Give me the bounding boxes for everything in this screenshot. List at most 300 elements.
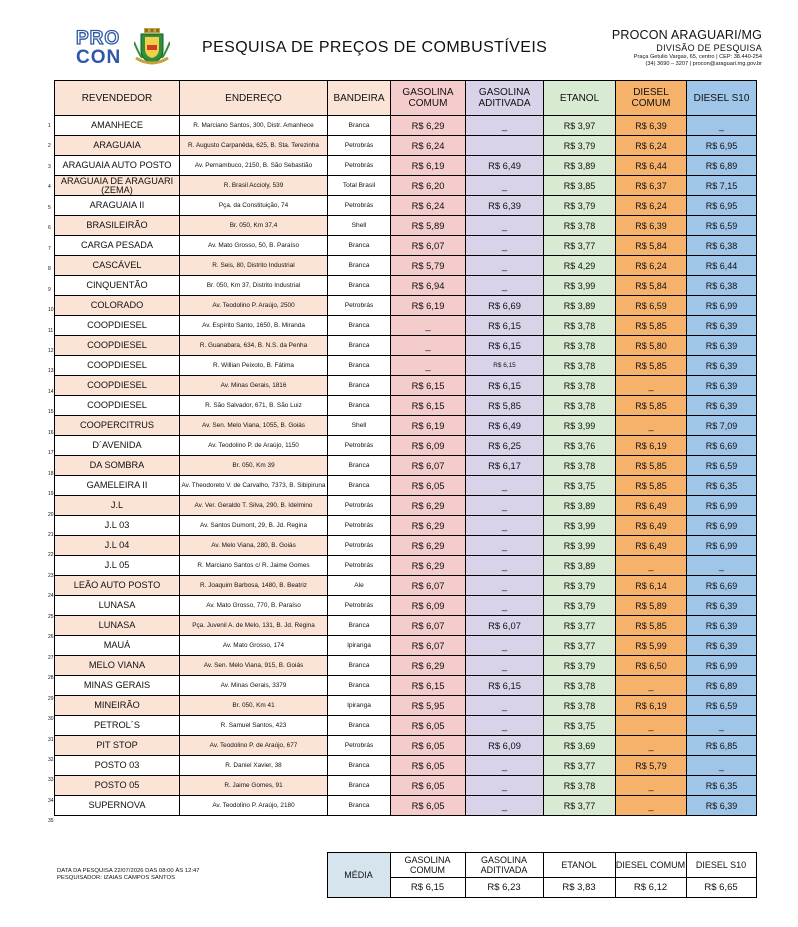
gasolina-comum-cell: R$ 6,07 <box>391 636 466 656</box>
table-row <box>55 516 757 536</box>
revendedor-cell: ARAGUAIA AUTO POSTO <box>55 156 180 176</box>
avg-gasolina-comum: R$ 6,15 <box>390 878 465 898</box>
diesel-comum-cell: R$ 5,79 <box>616 756 687 776</box>
gasolina-comum-cell: R$ 6,19 <box>391 156 466 176</box>
bandeira-cell: Branca <box>328 316 391 336</box>
col-header-etanol: ETANOL <box>544 81 616 116</box>
table-row <box>55 176 757 196</box>
avg-header-gasolina-comum: GASOLINA COMUM <box>390 853 465 878</box>
diesel-s10-cell: R$ 6,35 <box>687 476 757 496</box>
table-row <box>55 296 757 316</box>
col-header-gasolina-comum: GASOLINA COMUM <box>391 81 466 116</box>
gasolina-comum-cell: R$ 6,07 <box>391 616 466 636</box>
table-row <box>55 416 757 436</box>
bandeira-cell: Branca <box>328 476 391 496</box>
etanol-cell: R$ 3,97 <box>544 116 616 136</box>
endereco-cell: Av. Espírito Santo, 1650, B. Miranda <box>180 316 328 336</box>
row-number: 26 <box>48 634 54 641</box>
etanol-cell: R$ 3,77 <box>544 756 616 776</box>
diesel-comum-cell: _ <box>616 556 687 576</box>
diesel-s10-cell: R$ 6,44 <box>687 256 757 276</box>
row-number: 31 <box>48 736 54 743</box>
row-number: 16 <box>48 429 54 436</box>
diesel-comum-cell: R$ 5,85 <box>616 396 687 416</box>
table-row <box>55 156 757 176</box>
survey-info <box>54 853 327 898</box>
gasolina-aditivada-cell: _ <box>466 276 544 296</box>
table-row <box>55 136 757 156</box>
org-address: Praça Getulio Vargas, 65, centro | CEP: 38.440-254 <box>633 54 762 60</box>
gasolina-aditivada-cell: R$ 6,15 <box>466 676 544 696</box>
table-header-row <box>55 81 757 116</box>
page-title: PESQUISA DE PREÇOS DE COMBUSTÍVEIS <box>202 39 548 56</box>
gasolina-aditivada-cell: R$ 6,49 <box>466 416 544 436</box>
etanol-cell: R$ 3,76 <box>544 436 616 456</box>
gasolina-aditivada-cell: R$ 6,15 <box>466 376 544 396</box>
revendedor-cell: SUPERNOVA <box>55 796 180 816</box>
diesel-s10-cell: R$ 6,38 <box>687 276 757 296</box>
etanol-cell: R$ 3,78 <box>544 376 616 396</box>
table-row <box>55 756 757 776</box>
etanol-cell: R$ 3,99 <box>544 416 616 436</box>
gasolina-comum-cell: R$ 6,15 <box>391 676 466 696</box>
gasolina-comum-cell: _ <box>391 336 466 356</box>
col-header-bandeira: BANDEIRA <box>328 81 391 116</box>
row-number: 15 <box>48 409 54 416</box>
bandeira-cell: Branca <box>328 276 391 296</box>
revendedor-cell: LUNASA <box>55 596 180 616</box>
gasolina-aditivada-cell: _ <box>466 636 544 656</box>
gasolina-aditivada-cell: _ <box>466 596 544 616</box>
row-number: 35 <box>48 818 54 825</box>
endereco-cell: Av. Melo Viana, 280, B. Goiás <box>180 536 328 556</box>
diesel-comum-cell: R$ 5,85 <box>616 316 687 336</box>
diesel-s10-cell: R$ 6,39 <box>687 596 757 616</box>
gasolina-comum-cell: R$ 6,05 <box>391 736 466 756</box>
table-row <box>55 476 757 496</box>
revendedor-cell: MAUÁ <box>55 636 180 656</box>
etanol-cell: R$ 3,99 <box>544 276 616 296</box>
diesel-s10-cell: _ <box>687 556 757 576</box>
diesel-s10-cell: R$ 6,89 <box>687 156 757 176</box>
revendedor-cell: COOPDIESEL <box>55 336 180 356</box>
bandeira-cell: Ipiranga <box>328 636 391 656</box>
endereco-cell: Av. Mato Grosso, 770, B. Paraíso <box>180 596 328 616</box>
etanol-cell: R$ 3,75 <box>544 476 616 496</box>
endereco-cell: Br. 050, Km 41 <box>180 696 328 716</box>
gasolina-comum-cell: _ <box>391 316 466 336</box>
gasolina-comum-cell: R$ 6,19 <box>391 296 466 316</box>
gasolina-aditivada-cell: _ <box>466 656 544 676</box>
diesel-comum-cell: _ <box>616 716 687 736</box>
table-row <box>55 796 757 816</box>
bandeira-cell: Branca <box>328 796 391 816</box>
col-header-diesel-s10: DIESEL S10 <box>687 81 757 116</box>
bandeira-cell: Branca <box>328 616 391 636</box>
bandeira-cell: Branca <box>328 756 391 776</box>
diesel-s10-cell: _ <box>687 716 757 736</box>
diesel-comum-cell: _ <box>616 416 687 436</box>
etanol-cell: R$ 3,79 <box>544 196 616 216</box>
diesel-comum-cell: R$ 6,59 <box>616 296 687 316</box>
revendedor-cell: D´AVENIDA <box>55 436 180 456</box>
revendedor-cell: COOPDIESEL <box>55 356 180 376</box>
row-number: 28 <box>48 675 54 682</box>
diesel-s10-cell: R$ 6,99 <box>687 516 757 536</box>
gasolina-comum-cell: R$ 6,29 <box>391 536 466 556</box>
etanol-cell: R$ 3,77 <box>544 236 616 256</box>
row-number: 27 <box>48 654 54 661</box>
endereco-cell: Av. Sen. Melo Viana, 1055, B. Goiás <box>180 416 328 436</box>
gasolina-comum-cell: R$ 6,09 <box>391 436 466 456</box>
gasolina-aditivada-cell: R$ 6,39 <box>466 196 544 216</box>
endereco-cell: Av. Theodoreto V. de Carvalho, 7373, B. Sibipiruna <box>180 476 328 496</box>
revendedor-cell: POSTO 03 <box>55 756 180 776</box>
endereco-cell: Av. Teodolino P. Araújo, 2500 <box>180 296 328 316</box>
diesel-s10-cell: R$ 6,39 <box>687 796 757 816</box>
etanol-cell: R$ 3,78 <box>544 696 616 716</box>
endereco-cell: Av. Sen. Melo Viana, 915, B. Goiás <box>180 656 328 676</box>
row-number: 1 <box>48 123 51 129</box>
bandeira-cell: Branca <box>328 256 391 276</box>
gasolina-comum-cell: R$ 6,29 <box>391 556 466 576</box>
price-table-body <box>55 116 757 816</box>
gasolina-comum-cell: R$ 6,29 <box>391 516 466 536</box>
endereco-cell: Br. 050, Km 37, Distrito Industrial <box>180 276 328 296</box>
revendedor-cell: LUNASA <box>55 616 180 636</box>
bandeira-cell: Petrobrás <box>328 136 391 156</box>
table-row <box>55 336 757 356</box>
etanol-cell: R$ 3,89 <box>544 556 616 576</box>
row-number: 9 <box>48 286 51 293</box>
row-number: 2 <box>48 143 51 150</box>
gasolina-aditivada-cell: R$ 6,15 <box>466 356 544 376</box>
diesel-s10-cell: R$ 6,39 <box>687 356 757 376</box>
row-number: 30 <box>48 716 54 723</box>
endereco-cell: R. Samuel Santos, 423 <box>180 716 328 736</box>
revendedor-cell: J.L <box>55 496 180 516</box>
gasolina-aditivada-cell: _ <box>466 696 544 716</box>
row-number: 34 <box>48 797 54 804</box>
bandeira-cell: Branca <box>328 456 391 476</box>
table-row <box>55 316 757 336</box>
bandeira-cell: Branca <box>328 236 391 256</box>
diesel-comum-cell: R$ 6,39 <box>616 216 687 236</box>
endereco-cell: Av. Santos Dumont, 29, B. Jd. Regina <box>180 516 328 536</box>
row-number: 25 <box>48 613 54 620</box>
row-number: 33 <box>48 777 54 784</box>
endereco-cell: R. Daniel Xavier, 38 <box>180 756 328 776</box>
avg-header-diesel-comum: DIESEL COMUM <box>615 853 686 878</box>
diesel-s10-cell: R$ 6,95 <box>687 196 757 216</box>
row-number: 17 <box>48 450 54 457</box>
table-row <box>55 256 757 276</box>
gasolina-comum-cell: R$ 6,20 <box>391 176 466 196</box>
revendedor-cell: COOPDIESEL <box>55 376 180 396</box>
diesel-comum-cell: R$ 5,99 <box>616 636 687 656</box>
diesel-comum-cell: R$ 6,19 <box>616 436 687 456</box>
bandeira-cell: Branca <box>328 376 391 396</box>
endereco-cell: Av. Mato Grosso, 50, B. Paraíso <box>180 236 328 256</box>
gasolina-aditivada-cell: R$ 5,85 <box>466 396 544 416</box>
etanol-cell: R$ 3,78 <box>544 316 616 336</box>
endereco-cell: R. Augusto Carpanêda, 625, B. Sta. Terezinha <box>180 136 328 156</box>
row-number: 14 <box>48 388 54 395</box>
diesel-comum-cell: R$ 5,85 <box>616 356 687 376</box>
diesel-comum-cell: _ <box>616 376 687 396</box>
diesel-comum-cell: R$ 6,24 <box>616 136 687 156</box>
etanol-cell: R$ 3,79 <box>544 596 616 616</box>
table-row <box>55 676 757 696</box>
row-number: 7 <box>48 245 51 252</box>
bandeira-cell: Petrobrás <box>328 736 391 756</box>
endereco-cell: Av. Minas Gerais, 3379 <box>180 676 328 696</box>
row-number: 12 <box>48 347 54 354</box>
diesel-s10-cell: R$ 6,89 <box>687 676 757 696</box>
endereco-cell: R. Jaime Gomes, 91 <box>180 776 328 796</box>
revendedor-cell: AMANHECE <box>55 116 180 136</box>
org-info <box>612 28 762 67</box>
row-number: 18 <box>48 470 54 477</box>
diesel-comum-cell: R$ 5,85 <box>616 456 687 476</box>
endereco-cell: Av. Ver. Geraldo T. Silva, 290, B. Idelmino <box>180 496 328 516</box>
revendedor-cell: DA SOMBRA <box>55 456 180 476</box>
diesel-comum-cell: _ <box>616 776 687 796</box>
avg-diesel-comum: R$ 6,12 <box>615 878 686 898</box>
diesel-comum-cell: _ <box>616 796 687 816</box>
table-row <box>55 576 757 596</box>
avg-header-diesel-s10: DIESEL S10 <box>686 853 756 878</box>
row-number: 13 <box>48 368 54 375</box>
diesel-comum-cell: R$ 6,14 <box>616 576 687 596</box>
diesel-s10-cell: R$ 6,39 <box>687 616 757 636</box>
diesel-s10-cell: R$ 7,15 <box>687 176 757 196</box>
bandeira-cell: Petrobrás <box>328 296 391 316</box>
revendedor-cell: CINQUENTÃO <box>55 276 180 296</box>
media-label: MÉDIA <box>327 853 390 898</box>
diesel-s10-cell: R$ 6,39 <box>687 316 757 336</box>
gasolina-aditivada-cell: _ <box>466 116 544 136</box>
gasolina-comum-cell: R$ 6,05 <box>391 776 466 796</box>
avg-gasolina-aditivada: R$ 6,23 <box>465 878 543 898</box>
gasolina-aditivada-cell: _ <box>466 516 544 536</box>
gasolina-comum-cell: R$ 6,29 <box>391 656 466 676</box>
gasolina-aditivada-cell: R$ 6,15 <box>466 316 544 336</box>
gasolina-comum-cell: R$ 6,07 <box>391 236 466 256</box>
gasolina-comum-cell: R$ 6,15 <box>391 376 466 396</box>
etanol-cell: R$ 3,77 <box>544 616 616 636</box>
gasolina-comum-cell: R$ 5,89 <box>391 216 466 236</box>
row-number: 20 <box>48 511 54 518</box>
endereco-cell: Av. Teodolino P. Araújo, 2180 <box>180 796 328 816</box>
price-table <box>54 80 757 816</box>
endereco-cell: R. Brasil Accioly, 539 <box>180 176 328 196</box>
bandeira-cell: Branca <box>328 716 391 736</box>
survey-researcher: PESQUISADOR: IZAIAS CAMPOS SANTOS <box>57 875 176 881</box>
table-row <box>55 776 757 796</box>
etanol-cell: R$ 3,79 <box>544 576 616 596</box>
diesel-s10-cell: R$ 6,99 <box>687 536 757 556</box>
revendedor-cell: ARAGUAIA II <box>55 196 180 216</box>
gasolina-aditivada-cell: _ <box>466 496 544 516</box>
revendedor-cell: J.L 03 <box>55 516 180 536</box>
bandeira-cell: Petrobrás <box>328 516 391 536</box>
gasolina-comum-cell: R$ 5,95 <box>391 696 466 716</box>
gasolina-comum-cell: R$ 5,79 <box>391 256 466 276</box>
bandeira-cell: Total Brasil <box>328 176 391 196</box>
gasolina-comum-cell: R$ 6,07 <box>391 576 466 596</box>
org-contact: (34) 3690 – 3207 | procon@araguari.mg.gov.br <box>645 61 762 67</box>
etanol-cell: R$ 3,79 <box>544 136 616 156</box>
gasolina-aditivada-cell: R$ 6,49 <box>466 156 544 176</box>
diesel-comum-cell: _ <box>616 736 687 756</box>
diesel-s10-cell: R$ 6,59 <box>687 456 757 476</box>
gasolina-aditivada-cell: R$ 6,15 <box>466 336 544 356</box>
row-number: 21 <box>48 532 54 538</box>
endereco-cell: R. Marciano Santos, 300, Distr. Amanhece <box>180 116 328 136</box>
etanol-cell: R$ 3,89 <box>544 496 616 516</box>
revendedor-cell: ARAGUAIA DE ARAGUARI (ZEMA) <box>55 176 180 196</box>
diesel-comum-cell: R$ 6,49 <box>616 496 687 516</box>
gasolina-aditivada-cell: _ <box>466 576 544 596</box>
diesel-comum-cell: R$ 6,37 <box>616 176 687 196</box>
gasolina-aditivada-cell: R$ 6,17 <box>466 456 544 476</box>
diesel-s10-cell: R$ 6,99 <box>687 656 757 676</box>
revendedor-cell: COLORADO <box>55 296 180 316</box>
revendedor-cell: COOPERCITRUS <box>55 416 180 436</box>
row-number: 32 <box>48 756 54 763</box>
etanol-cell: R$ 3,79 <box>544 656 616 676</box>
row-number: 23 <box>48 572 54 579</box>
avg-diesel-s10: R$ 6,65 <box>686 878 756 898</box>
etanol-cell: R$ 3,78 <box>544 676 616 696</box>
average-table <box>54 852 757 898</box>
row-number: 19 <box>48 491 54 498</box>
bandeira-cell: Petrobrás <box>328 556 391 576</box>
avg-header-etanol: ETANOL <box>543 853 615 878</box>
table-row <box>55 456 757 476</box>
bandeira-cell: Branca <box>328 336 391 356</box>
row-number: 6 <box>48 225 51 232</box>
bandeira-cell: Petrobrás <box>328 496 391 516</box>
gasolina-aditivada-cell: _ <box>466 556 544 576</box>
revendedor-cell: LEÃO AUTO POSTO <box>55 576 180 596</box>
diesel-comum-cell: R$ 5,80 <box>616 336 687 356</box>
gasolina-comum-cell: R$ 6,19 <box>391 416 466 436</box>
row-number: 8 <box>48 266 51 273</box>
diesel-comum-cell: R$ 6,24 <box>616 256 687 276</box>
diesel-s10-cell: R$ 6,69 <box>687 436 757 456</box>
diesel-comum-cell: R$ 5,84 <box>616 236 687 256</box>
table-row <box>55 376 757 396</box>
table-row <box>55 536 757 556</box>
etanol-cell: R$ 3,99 <box>544 516 616 536</box>
bandeira-cell: Shell <box>328 216 391 236</box>
diesel-comum-cell: R$ 6,24 <box>616 196 687 216</box>
gasolina-aditivada-cell: _ <box>466 716 544 736</box>
gasolina-aditivada-cell: _ <box>466 236 544 256</box>
gasolina-comum-cell: R$ 6,94 <box>391 276 466 296</box>
revendedor-cell: J.L 04 <box>55 536 180 556</box>
diesel-s10-cell: _ <box>687 756 757 776</box>
diesel-comum-cell: _ <box>616 676 687 696</box>
table-row <box>55 716 757 736</box>
diesel-s10-cell: R$ 6,39 <box>687 336 757 356</box>
table-row <box>55 436 757 456</box>
bandeira-cell: Petrobrás <box>328 596 391 616</box>
table-row <box>55 356 757 376</box>
table-row <box>55 196 757 216</box>
revendedor-cell: GAMELEIRA II <box>55 476 180 496</box>
bandeira-cell: Branca <box>328 356 391 376</box>
diesel-s10-cell: R$ 6,69 <box>687 576 757 596</box>
revendedor-cell: BRASILEIRÃO <box>55 216 180 236</box>
survey-date: DATA DA PESQUISA 22/07/2026 DAS 08:00 ÀS 12:47 <box>57 868 200 874</box>
diesel-comum-cell: R$ 6,19 <box>616 696 687 716</box>
table-row <box>55 656 757 676</box>
etanol-cell: R$ 3,78 <box>544 776 616 796</box>
revendedor-cell: PETROL´S <box>55 716 180 736</box>
procon-logo <box>76 26 180 70</box>
etanol-cell: R$ 3,77 <box>544 796 616 816</box>
diesel-comum-cell: R$ 5,85 <box>616 476 687 496</box>
diesel-s10-cell: R$ 6,39 <box>687 396 757 416</box>
table-row <box>55 736 757 756</box>
etanol-cell: R$ 3,78 <box>544 336 616 356</box>
col-header-diesel-comum: DIESEL COMUM <box>616 81 687 116</box>
diesel-comum-cell: R$ 6,39 <box>616 116 687 136</box>
gasolina-aditivada-cell: _ <box>466 256 544 276</box>
gasolina-comum-cell: R$ 6,29 <box>391 116 466 136</box>
diesel-s10-cell: R$ 6,59 <box>687 216 757 236</box>
revendedor-cell: MINAS GERAIS <box>55 676 180 696</box>
revendedor-cell: J.L 05 <box>55 556 180 576</box>
gasolina-aditivada-cell: _ <box>466 796 544 816</box>
endereco-cell: Pça. Juvenil A. de Melo, 131, B. Jd. Regina <box>180 616 328 636</box>
diesel-s10-cell: R$ 6,95 <box>687 136 757 156</box>
bandeira-cell: Petrobrás <box>328 196 391 216</box>
gasolina-aditivada-cell: R$ 6,25 <box>466 436 544 456</box>
etanol-cell: R$ 3,89 <box>544 296 616 316</box>
bandeira-cell: Branca <box>328 396 391 416</box>
logo-text-con: CON <box>76 47 122 68</box>
avg-etanol: R$ 3,83 <box>543 878 615 898</box>
etanol-cell: R$ 3,77 <box>544 636 616 656</box>
endereco-cell: Pça. da Constituição, 74 <box>180 196 328 216</box>
diesel-comum-cell: R$ 5,84 <box>616 276 687 296</box>
diesel-comum-cell: R$ 6,49 <box>616 536 687 556</box>
row-number: 29 <box>48 695 54 702</box>
etanol-cell: R$ 3,75 <box>544 716 616 736</box>
revendedor-cell: CASCÁVEL <box>55 256 180 276</box>
gasolina-comum-cell: R$ 6,29 <box>391 496 466 516</box>
diesel-s10-cell: R$ 6,85 <box>687 736 757 756</box>
revendedor-cell: ARAGUAIA <box>55 136 180 156</box>
table-row <box>55 276 757 296</box>
row-number: 5 <box>48 204 51 211</box>
diesel-comum-cell: R$ 6,49 <box>616 516 687 536</box>
gasolina-aditivada-cell: _ <box>466 476 544 496</box>
row-number: 24 <box>48 593 54 600</box>
gasolina-aditivada-cell: R$ 6,69 <box>466 296 544 316</box>
gasolina-comum-cell: R$ 6,07 <box>391 456 466 476</box>
gasolina-comum-cell: _ <box>391 356 466 376</box>
endereco-cell: Av. Minas Gerais, 1816 <box>180 376 328 396</box>
gasolina-comum-cell: R$ 6,05 <box>391 476 466 496</box>
diesel-comum-cell: R$ 5,85 <box>616 616 687 636</box>
col-header-endereco: ENDEREÇO <box>180 81 328 116</box>
bandeira-cell: Branca <box>328 776 391 796</box>
